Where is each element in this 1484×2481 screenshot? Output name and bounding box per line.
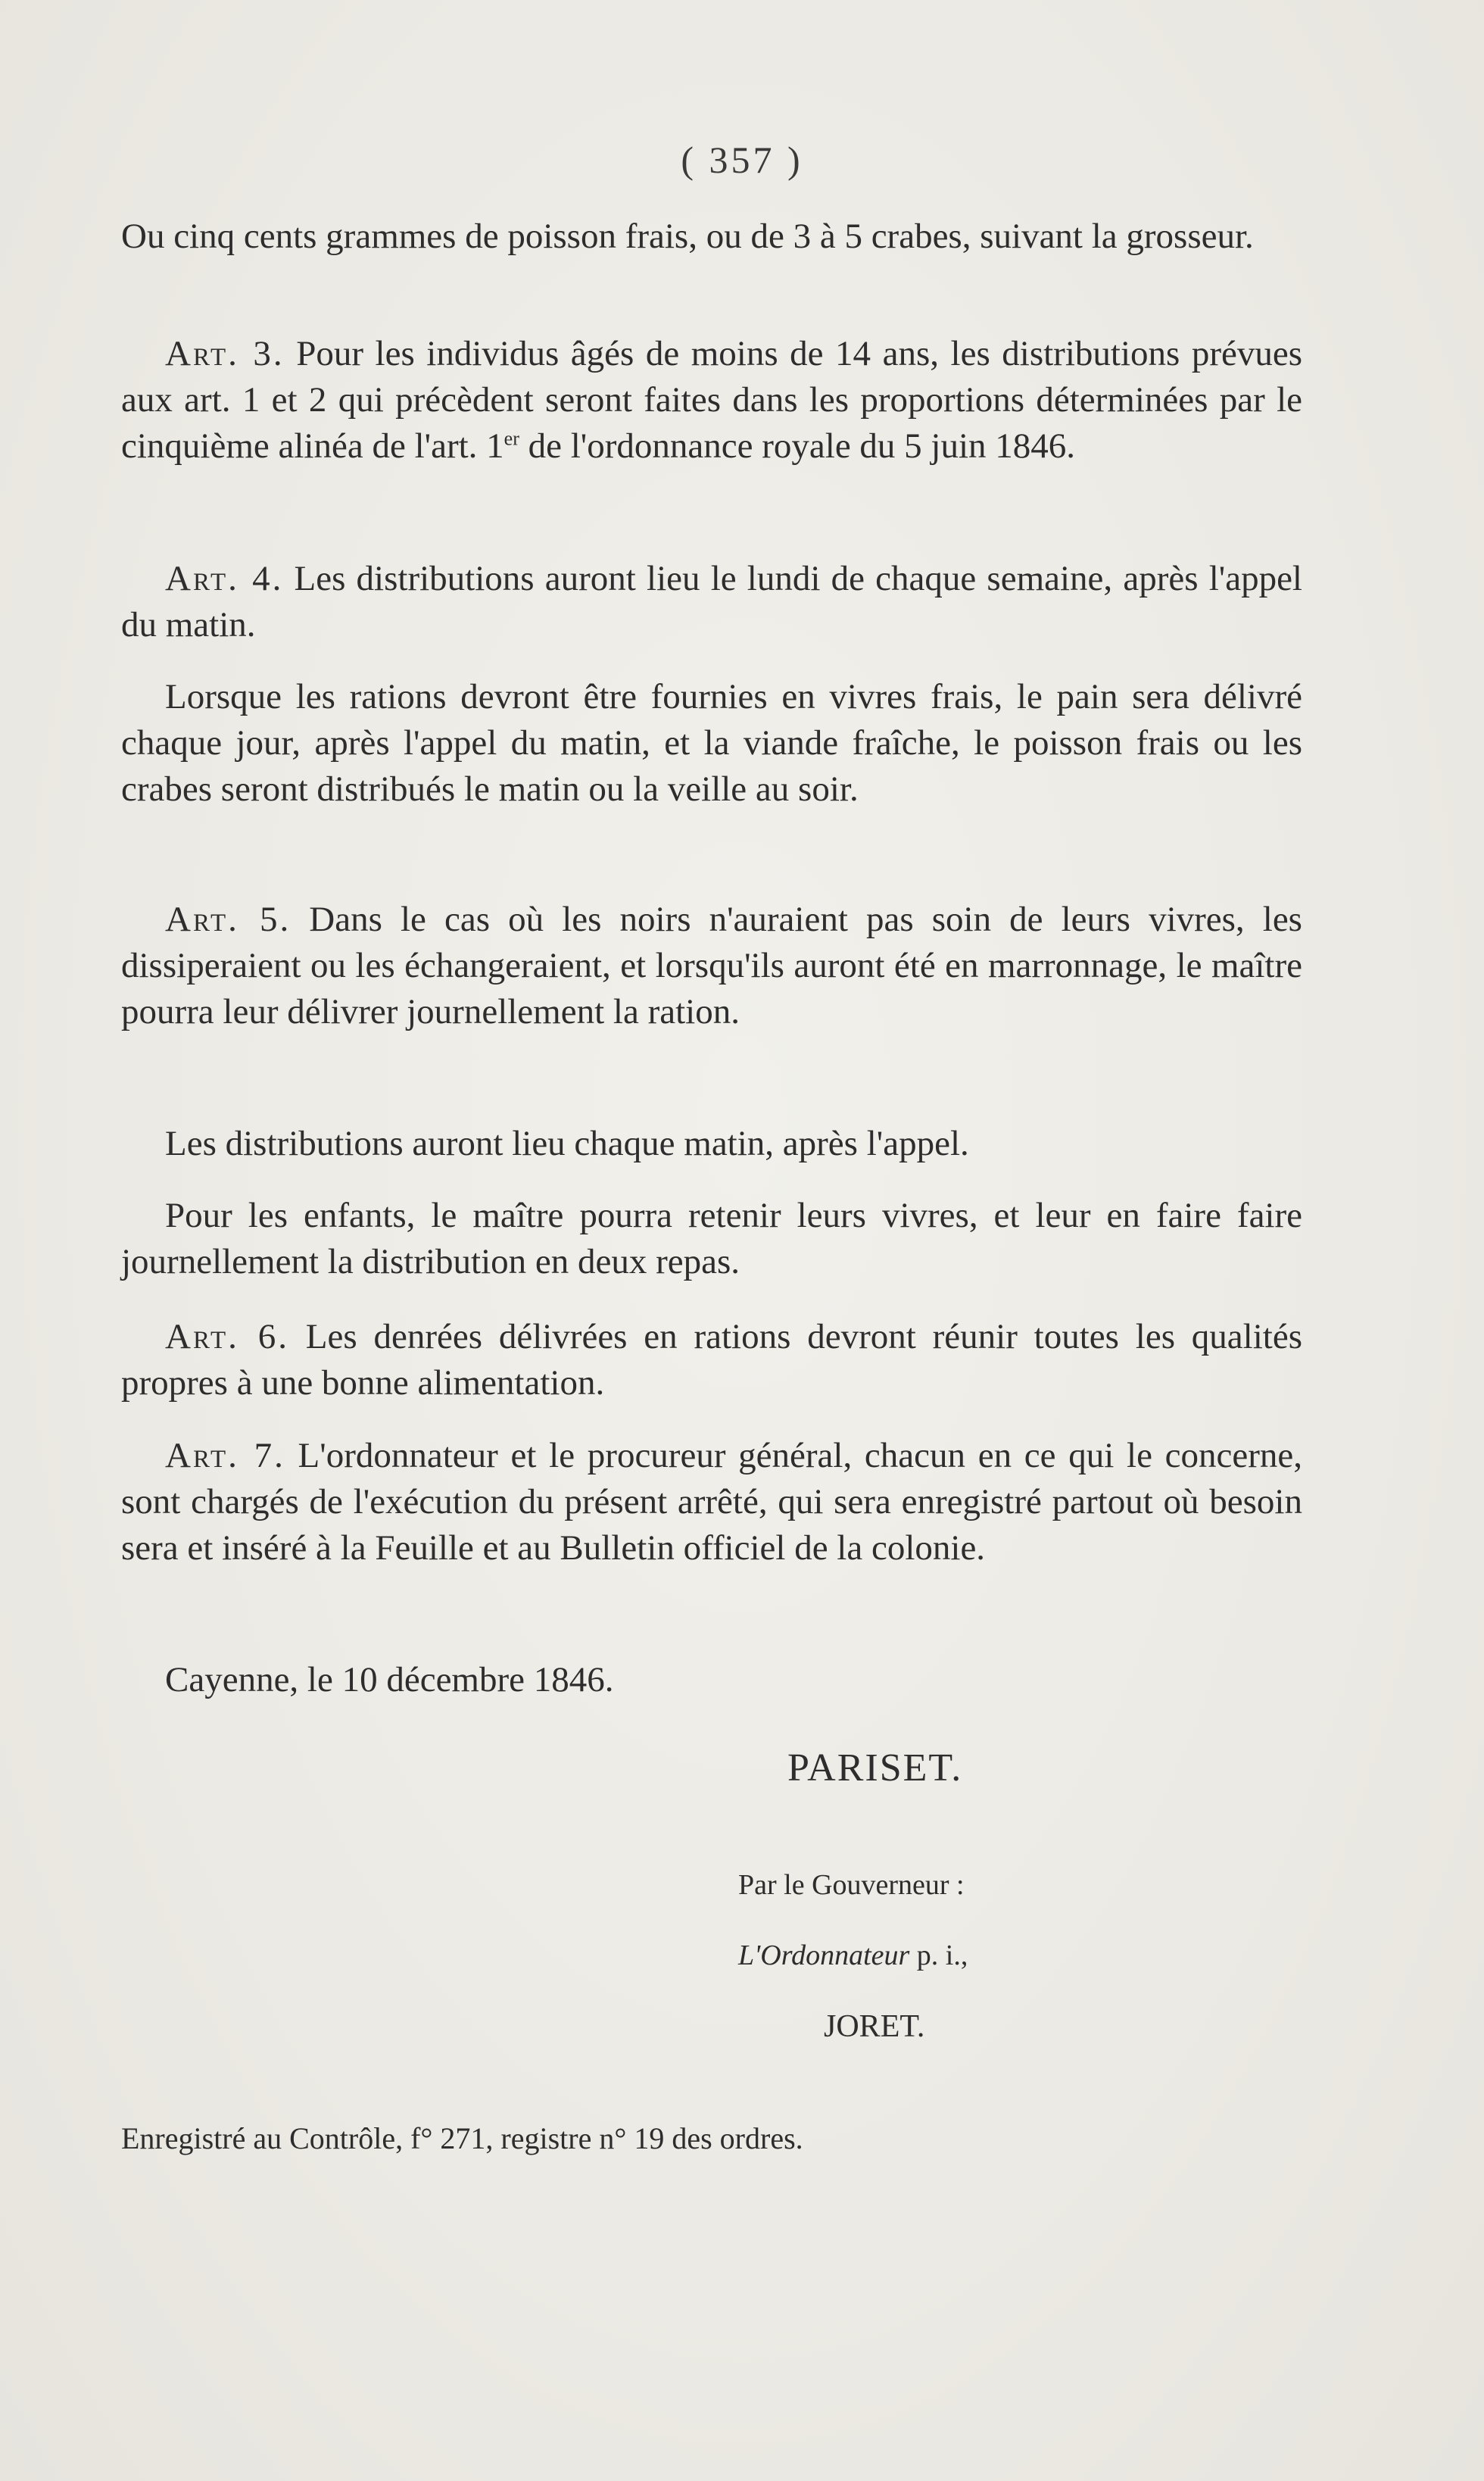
paragraph-children-text: Pour les enfants, le maître pourra retenir leurs vivres, et leur en faire faire journellement la distribution en deux repas. (121, 1196, 1302, 1281)
ordonnateur-line (738, 1939, 968, 1972)
article-3-label: Art. 3. (165, 334, 285, 373)
article-5-label: Art. 5. (165, 900, 292, 939)
article-4-label: Art. 4. (165, 559, 284, 598)
paragraph-fresh-rations (121, 674, 1302, 813)
signature-joret: JORET. (824, 2009, 925, 2044)
ordonnateur-suffix: p. i., (909, 1940, 968, 1971)
registration-footer: Enregistré au Contrôle, f° 271, registre n° 19 des ordres. (121, 2121, 803, 2155)
article-7-text: L'ordonnateur et le procureur général, chacun en ce qui le concerne, sont chargés de l'exécution du présent arrêté, qui sera enregistré partout où besoin sera et inséré à la Feuille et au Bulletin officiel de la colonie. (121, 1436, 1302, 1568)
article-7 (121, 1433, 1302, 1571)
article-6-text: Les denrées délivrées en rations devront réunir toutes les qualités propres à une bonne alimentation. (121, 1317, 1302, 1403)
article-4-text: Les distributions auront lieu le lundi de chaque semaine, après l'appel du matin. (121, 559, 1302, 644)
paragraph-daily-distribution (121, 1121, 1302, 1167)
date-line-text: Cayenne, le 10 décembre 1846. (165, 1660, 614, 1699)
article-3-text-b: de l'ordonnance royale du 5 juin 1846. (519, 426, 1076, 466)
article-5-text: Dans le cas où les noirs n'auraient pas soin de leurs vivres, les dissiperaient ou les échangeraient, et lorsqu'ils auront été en marronnage, le maître pourra leur délivrer journellement la ration. (121, 900, 1302, 1031)
ordonnateur-title: L'Ordonnateur (738, 1940, 910, 1971)
date-line (121, 1657, 1302, 1703)
article-5 (121, 897, 1302, 1035)
article-4 (121, 556, 1302, 648)
article-6-label: Art. 6. (165, 1317, 289, 1356)
article-6 (121, 1314, 1302, 1406)
article-3-superscript: er (504, 427, 519, 450)
article-3 (121, 331, 1302, 470)
article-7-label: Art. 7. (165, 1436, 285, 1475)
article-3-text-a: Pour les individus âgés de moins de 14 ans, les distributions prévues aux art. 1 et 2 qui précèdent seront faites dans les proportions déterminées par le cinquième alinéa de l'art. 1 (121, 334, 1302, 466)
signature-pariset: PARISET. (787, 1746, 963, 1790)
paragraph-fresh-rations-text: Lorsque les rations devront être fournies en vivres frais, le pain sera délivré chaque jour, après l'appel du matin, et la viande fraîche, le poisson frais ou les crabes seront distribués le matin ou la veille au soir. (121, 677, 1302, 809)
paragraph-1 (121, 214, 1302, 260)
by-governor-label: Par le Gouverneur : (738, 1869, 965, 1901)
paragraph-daily-distribution-text: Les distributions auront lieu chaque matin, après l'appel. (165, 1124, 969, 1163)
paragraph-children (121, 1193, 1302, 1285)
paragraph-1-text: Ou cinq cents grammes de poisson frais, ou de 3 à 5 crabes, suivant la grosseur. (121, 217, 1254, 256)
page-number: ( 357 ) (681, 139, 803, 181)
